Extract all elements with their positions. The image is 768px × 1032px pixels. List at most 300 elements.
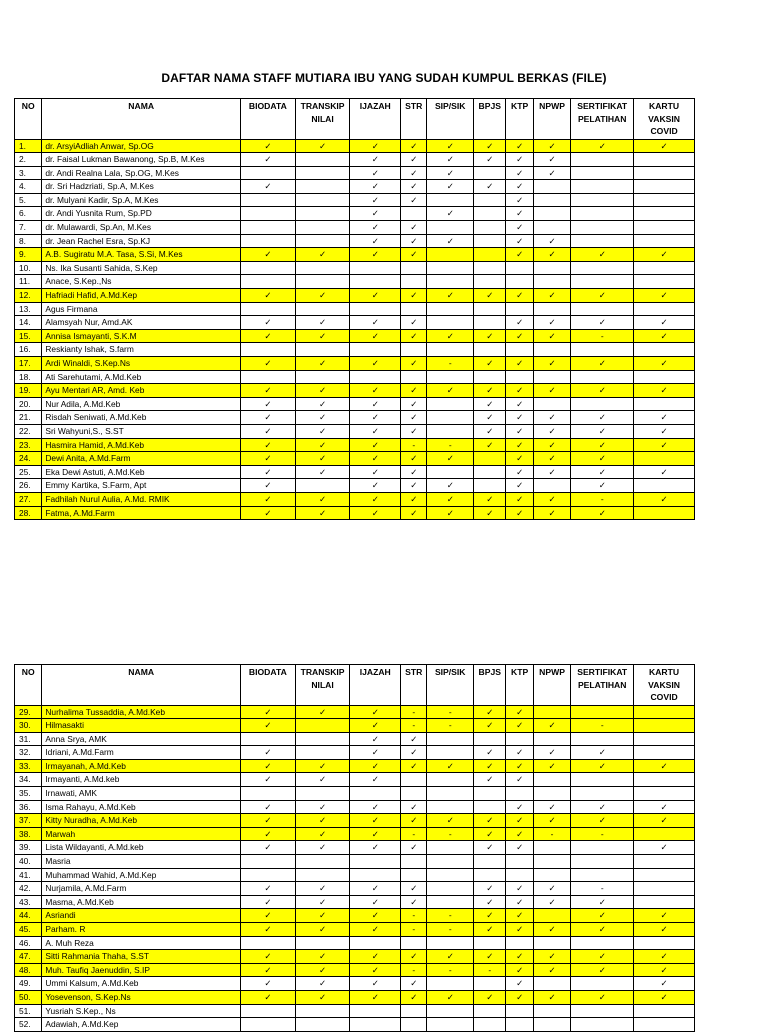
cell-biodata: ✓ — [240, 773, 295, 787]
cell-bpjs — [474, 316, 506, 330]
cell-kartu-vaksin-covid — [634, 705, 695, 719]
cell-sip-sik — [427, 855, 474, 869]
cell-sertifikat-pelatihan — [571, 221, 634, 235]
cell-bpjs — [474, 275, 506, 289]
cell-bpjs: ✓ — [474, 827, 506, 841]
cell-ktp: ✓ — [506, 827, 533, 841]
table-row — [15, 452, 695, 466]
table-row — [15, 139, 695, 153]
cell-sertifikat-pelatihan: ✓ — [571, 506, 634, 520]
cell-kartu-vaksin-covid — [634, 397, 695, 411]
cell-str — [401, 370, 427, 384]
cell-str: - — [401, 438, 427, 452]
cell-npwp: ✓ — [533, 465, 570, 479]
table-row — [15, 759, 695, 773]
table-row — [15, 746, 695, 760]
cell-ktp: ✓ — [506, 384, 533, 398]
cell-kartu-vaksin-covid — [634, 153, 695, 167]
column-header-sip-sik: SIP/SIK — [427, 665, 474, 706]
cell-nama: Asriandi — [42, 909, 241, 923]
cell-bpjs — [474, 855, 506, 869]
cell-kartu-vaksin-covid — [634, 746, 695, 760]
cell-ktp — [506, 787, 533, 801]
cell-biodata: ✓ — [240, 950, 295, 964]
cell-transkip-nilai — [295, 746, 350, 760]
cell-no: 45. — [15, 923, 42, 937]
table-row — [15, 977, 695, 991]
cell-bpjs: ✓ — [474, 773, 506, 787]
cell-npwp — [533, 479, 570, 493]
cell-transkip-nilai: ✓ — [295, 923, 350, 937]
cell-sip-sik — [427, 882, 474, 896]
cell-kartu-vaksin-covid: ✓ — [634, 424, 695, 438]
cell-transkip-nilai: ✓ — [295, 465, 350, 479]
column-header-npwp: NPWP — [533, 99, 570, 140]
cell-sertifikat-pelatihan — [571, 261, 634, 275]
cell-ktp: ✓ — [506, 990, 533, 1004]
cell-sertifikat-pelatihan: ✓ — [571, 289, 634, 303]
cell-sip-sik: - — [427, 827, 474, 841]
cell-str: - — [401, 923, 427, 937]
cell-no: 43. — [15, 895, 42, 909]
cell-str: ✓ — [401, 746, 427, 760]
cell-sip-sik: ✓ — [427, 207, 474, 221]
cell-no: 29. — [15, 705, 42, 719]
cell-sip-sik — [427, 868, 474, 882]
cell-str: ✓ — [401, 759, 427, 773]
cell-transkip-nilai — [295, 153, 350, 167]
cell-ktp: ✓ — [506, 923, 533, 937]
cell-str: ✓ — [401, 841, 427, 855]
cell-sertifikat-pelatihan: ✓ — [571, 963, 634, 977]
cell-bpjs — [474, 302, 506, 316]
cell-ijazah — [350, 343, 401, 357]
cell-nama: Ayu Mentari AR, Amd. Keb — [42, 384, 241, 398]
cell-npwp — [533, 370, 570, 384]
cell-sertifikat-pelatihan — [571, 936, 634, 950]
cell-bpjs — [474, 248, 506, 262]
cell-kartu-vaksin-covid — [634, 302, 695, 316]
cell-ktp: ✓ — [506, 746, 533, 760]
cell-ktp: ✓ — [506, 357, 533, 371]
cell-sertifikat-pelatihan: ✓ — [571, 316, 634, 330]
column-header-ktp: KTP — [506, 99, 533, 140]
table-row — [15, 950, 695, 964]
cell-nama: Anna Srya, AMK — [42, 732, 241, 746]
cell-ktp: ✓ — [506, 207, 533, 221]
cell-kartu-vaksin-covid — [634, 452, 695, 466]
cell-kartu-vaksin-covid — [634, 882, 695, 896]
cell-str: ✓ — [401, 357, 427, 371]
cell-bpjs — [474, 234, 506, 248]
cell-str: - — [401, 719, 427, 733]
cell-ijazah: ✓ — [350, 895, 401, 909]
cell-sip-sik — [427, 841, 474, 855]
cell-str: ✓ — [401, 384, 427, 398]
cell-sip-sik — [427, 1018, 474, 1032]
table-header — [15, 99, 695, 140]
cell-sertifikat-pelatihan — [571, 773, 634, 787]
staff-table-2 — [14, 664, 695, 1032]
cell-transkip-nilai — [295, 180, 350, 194]
cell-sip-sik — [427, 773, 474, 787]
column-header-sertifikat-pelatihan: SERTIFIKAT PELATIHAN — [571, 665, 634, 706]
cell-ktp: ✓ — [506, 909, 533, 923]
cell-nama: Kitty Nuradha, A.Md.Keb — [42, 814, 241, 828]
cell-nama: Masria — [42, 855, 241, 869]
cell-sertifikat-pelatihan: ✓ — [571, 990, 634, 1004]
cell-kartu-vaksin-covid — [634, 370, 695, 384]
cell-transkip-nilai: ✓ — [295, 814, 350, 828]
cell-bpjs: ✓ — [474, 719, 506, 733]
table-row — [15, 1018, 695, 1032]
column-header-kartu-vaksin-covid: KARTU VAKSIN COVID — [634, 99, 695, 140]
cell-kartu-vaksin-covid: ✓ — [634, 289, 695, 303]
cell-biodata: ✓ — [240, 465, 295, 479]
cell-sertifikat-pelatihan — [571, 397, 634, 411]
column-header-sertifikat-pelatihan: SERTIFIKAT PELATIHAN — [571, 99, 634, 140]
cell-str — [401, 868, 427, 882]
cell-bpjs: ✓ — [474, 506, 506, 520]
cell-ktp — [506, 868, 533, 882]
cell-sertifikat-pelatihan — [571, 166, 634, 180]
cell-ktp: ✓ — [506, 289, 533, 303]
cell-biodata: ✓ — [240, 479, 295, 493]
column-header-transkip-nilai: TRANSKIP NILAI — [295, 99, 350, 140]
cell-ijazah: ✓ — [350, 411, 401, 425]
cell-str: ✓ — [401, 139, 427, 153]
cell-kartu-vaksin-covid — [634, 719, 695, 733]
cell-transkip-nilai: ✓ — [295, 705, 350, 719]
cell-transkip-nilai — [295, 261, 350, 275]
cell-no: 11. — [15, 275, 42, 289]
cell-no: 22. — [15, 424, 42, 438]
cell-sertifikat-pelatihan: - — [571, 882, 634, 896]
cell-biodata — [240, 343, 295, 357]
cell-no: 16. — [15, 343, 42, 357]
cell-sip-sik: ✓ — [427, 153, 474, 167]
cell-kartu-vaksin-covid — [634, 343, 695, 357]
cell-biodata: ✓ — [240, 180, 295, 194]
cell-npwp: ✓ — [533, 990, 570, 1004]
cell-str — [401, 207, 427, 221]
cell-kartu-vaksin-covid — [634, 936, 695, 950]
cell-str: ✓ — [401, 492, 427, 506]
cell-kartu-vaksin-covid: ✓ — [634, 923, 695, 937]
cell-sip-sik — [427, 248, 474, 262]
cell-sip-sik — [427, 343, 474, 357]
cell-biodata — [240, 855, 295, 869]
cell-no: 12. — [15, 289, 42, 303]
table-row — [15, 329, 695, 343]
cell-transkip-nilai: ✓ — [295, 411, 350, 425]
cell-sip-sik — [427, 261, 474, 275]
cell-biodata: ✓ — [240, 329, 295, 343]
cell-sertifikat-pelatihan — [571, 153, 634, 167]
cell-nama: Ns. Ika Susanti Sahida, S.Kep — [42, 261, 241, 275]
cell-no: 34. — [15, 773, 42, 787]
cell-kartu-vaksin-covid — [634, 1004, 695, 1018]
column-header-no: NO — [15, 665, 42, 706]
cell-ktp: ✓ — [506, 950, 533, 964]
cell-bpjs: ✓ — [474, 882, 506, 896]
column-header-ijazah: IJAZAH — [350, 665, 401, 706]
cell-no: 38. — [15, 827, 42, 841]
cell-biodata: ✓ — [240, 841, 295, 855]
cell-sip-sik: ✓ — [427, 329, 474, 343]
cell-transkip-nilai: ✓ — [295, 289, 350, 303]
cell-transkip-nilai — [295, 732, 350, 746]
cell-ktp: ✓ — [506, 438, 533, 452]
cell-npwp — [533, 909, 570, 923]
cell-kartu-vaksin-covid: ✓ — [634, 357, 695, 371]
cell-ijazah: ✓ — [350, 166, 401, 180]
cell-biodata: ✓ — [240, 506, 295, 520]
cell-transkip-nilai — [295, 275, 350, 289]
cell-str: ✓ — [401, 411, 427, 425]
cell-no: 25. — [15, 465, 42, 479]
cell-ijazah: ✓ — [350, 397, 401, 411]
cell-str: ✓ — [401, 397, 427, 411]
cell-sip-sik: ✓ — [427, 506, 474, 520]
cell-biodata: ✓ — [240, 923, 295, 937]
cell-sertifikat-pelatihan — [571, 841, 634, 855]
cell-sertifikat-pelatihan: ✓ — [571, 248, 634, 262]
cell-ijazah — [350, 370, 401, 384]
table-row — [15, 424, 695, 438]
cell-nama: Parham. R — [42, 923, 241, 937]
cell-bpjs: ✓ — [474, 424, 506, 438]
table-row — [15, 289, 695, 303]
cell-ijazah: ✓ — [350, 841, 401, 855]
cell-ijazah: ✓ — [350, 424, 401, 438]
cell-transkip-nilai — [295, 343, 350, 357]
column-header-str: STR — [401, 665, 427, 706]
cell-no: 20. — [15, 397, 42, 411]
cell-sertifikat-pelatihan — [571, 275, 634, 289]
cell-transkip-nilai: ✓ — [295, 248, 350, 262]
cell-kartu-vaksin-covid: ✓ — [634, 814, 695, 828]
cell-kartu-vaksin-covid: ✓ — [634, 977, 695, 991]
cell-npwp: ✓ — [533, 492, 570, 506]
cell-bpjs — [474, 452, 506, 466]
cell-sertifikat-pelatihan: ✓ — [571, 479, 634, 493]
cell-bpjs: ✓ — [474, 289, 506, 303]
cell-biodata: ✓ — [240, 909, 295, 923]
cell-transkip-nilai: ✓ — [295, 990, 350, 1004]
cell-npwp — [533, 1004, 570, 1018]
cell-no: 41. — [15, 868, 42, 882]
cell-kartu-vaksin-covid — [634, 261, 695, 275]
table-row — [15, 936, 695, 950]
cell-transkip-nilai: ✓ — [295, 397, 350, 411]
cell-biodata — [240, 370, 295, 384]
cell-biodata: ✓ — [240, 759, 295, 773]
cell-sip-sik: ✓ — [427, 990, 474, 1004]
cell-sip-sik — [427, 465, 474, 479]
cell-ktp — [506, 855, 533, 869]
cell-str: ✓ — [401, 180, 427, 194]
cell-sertifikat-pelatihan: ✓ — [571, 384, 634, 398]
cell-no: 10. — [15, 261, 42, 275]
cell-npwp: ✓ — [533, 882, 570, 896]
cell-transkip-nilai: ✓ — [295, 963, 350, 977]
cell-transkip-nilai: ✓ — [295, 827, 350, 841]
cell-transkip-nilai: ✓ — [295, 882, 350, 896]
cell-nama: Nur Adila, A.Md.Keb — [42, 397, 241, 411]
table-row — [15, 990, 695, 1004]
cell-nama: Hilmasakti — [42, 719, 241, 733]
cell-biodata — [240, 275, 295, 289]
cell-npwp: ✓ — [533, 452, 570, 466]
cell-ktp: ✓ — [506, 397, 533, 411]
cell-sertifikat-pelatihan: ✓ — [571, 950, 634, 964]
cell-no: 21. — [15, 411, 42, 425]
cell-ijazah: ✓ — [350, 316, 401, 330]
table-row — [15, 841, 695, 855]
cell-kartu-vaksin-covid: ✓ — [634, 248, 695, 262]
cell-npwp — [533, 773, 570, 787]
column-header-str: STR — [401, 99, 427, 140]
cell-no: 42. — [15, 882, 42, 896]
cell-transkip-nilai — [295, 1018, 350, 1032]
cell-str: ✓ — [401, 193, 427, 207]
cell-no: 36. — [15, 800, 42, 814]
cell-ktp: ✓ — [506, 316, 533, 330]
table-row — [15, 814, 695, 828]
cell-sip-sik: ✓ — [427, 180, 474, 194]
cell-sip-sik: ✓ — [427, 492, 474, 506]
cell-ijazah: ✓ — [350, 180, 401, 194]
cell-nama: dr. Jean Rachel Esra, Sp.KJ — [42, 234, 241, 248]
cell-biodata: ✓ — [240, 248, 295, 262]
cell-nama: Nurhalima Tussaddia, A.Md.Keb — [42, 705, 241, 719]
cell-transkip-nilai — [295, 1004, 350, 1018]
cell-sertifikat-pelatihan — [571, 787, 634, 801]
cell-no: 48. — [15, 963, 42, 977]
cell-str: ✓ — [401, 465, 427, 479]
cell-nama: Hafriadi Hafid, A.Md.Kep — [42, 289, 241, 303]
cell-nama: Lista Wildayanti, A.Md.keb — [42, 841, 241, 855]
cell-bpjs — [474, 936, 506, 950]
cell-no: 30. — [15, 719, 42, 733]
cell-bpjs — [474, 479, 506, 493]
cell-ijazah: ✓ — [350, 289, 401, 303]
table-row — [15, 411, 695, 425]
cell-transkip-nilai: ✓ — [295, 895, 350, 909]
cell-npwp: ✓ — [533, 746, 570, 760]
cell-bpjs: ✓ — [474, 384, 506, 398]
table-row — [15, 343, 695, 357]
table-row — [15, 895, 695, 909]
cell-npwp — [533, 193, 570, 207]
cell-transkip-nilai — [295, 936, 350, 950]
cell-sip-sik — [427, 936, 474, 950]
cell-transkip-nilai: ✓ — [295, 424, 350, 438]
column-header-ijazah: IJAZAH — [350, 99, 401, 140]
cell-kartu-vaksin-covid — [634, 193, 695, 207]
cell-sertifikat-pelatihan — [571, 1018, 634, 1032]
cell-ktp: ✓ — [506, 773, 533, 787]
cell-ijazah: ✓ — [350, 963, 401, 977]
cell-sip-sik: ✓ — [427, 814, 474, 828]
cell-sertifikat-pelatihan — [571, 1004, 634, 1018]
table-row — [15, 506, 695, 520]
cell-ktp — [506, 275, 533, 289]
cell-ijazah — [350, 855, 401, 869]
cell-sertifikat-pelatihan — [571, 868, 634, 882]
cell-str: - — [401, 909, 427, 923]
cell-no: 7. — [15, 221, 42, 235]
cell-npwp: ✓ — [533, 357, 570, 371]
cell-sip-sik: ✓ — [427, 452, 474, 466]
cell-bpjs: ✓ — [474, 909, 506, 923]
cell-nama: Masma, A.Md.Keb — [42, 895, 241, 909]
column-header-npwp: NPWP — [533, 665, 570, 706]
cell-transkip-nilai: ✓ — [295, 759, 350, 773]
cell-npwp — [533, 207, 570, 221]
cell-nama: Marwah — [42, 827, 241, 841]
column-header-biodata: BIODATA — [240, 665, 295, 706]
cell-nama: dr. Sri Hadzriati, Sp.A, M.Kes — [42, 180, 241, 194]
cell-ktp: ✓ — [506, 139, 533, 153]
cell-ktp: ✓ — [506, 424, 533, 438]
cell-ktp — [506, 1018, 533, 1032]
cell-biodata: ✓ — [240, 153, 295, 167]
cell-ktp: ✓ — [506, 452, 533, 466]
cell-biodata: ✓ — [240, 492, 295, 506]
cell-kartu-vaksin-covid: ✓ — [634, 759, 695, 773]
cell-no: 8. — [15, 234, 42, 248]
cell-kartu-vaksin-covid — [634, 732, 695, 746]
cell-ktp: ✓ — [506, 800, 533, 814]
cell-ijazah: ✓ — [350, 923, 401, 937]
cell-bpjs: ✓ — [474, 492, 506, 506]
cell-bpjs — [474, 261, 506, 275]
cell-ktp: ✓ — [506, 841, 533, 855]
cell-transkip-nilai — [295, 479, 350, 493]
cell-sip-sik — [427, 316, 474, 330]
cell-nama: Fatma, A.Md.Farm — [42, 506, 241, 520]
cell-no: 4. — [15, 180, 42, 194]
cell-ijazah: ✓ — [350, 384, 401, 398]
table-row — [15, 465, 695, 479]
cell-transkip-nilai: ✓ — [295, 841, 350, 855]
cell-ijazah — [350, 787, 401, 801]
cell-kartu-vaksin-covid: ✓ — [634, 465, 695, 479]
cell-biodata: ✓ — [240, 814, 295, 828]
cell-transkip-nilai — [295, 166, 350, 180]
cell-sertifikat-pelatihan: ✓ — [571, 746, 634, 760]
cell-sertifikat-pelatihan: ✓ — [571, 923, 634, 937]
cell-nama: Muhammad Wahid, A.Md.Kep — [42, 868, 241, 882]
cell-transkip-nilai: ✓ — [295, 977, 350, 991]
cell-ktp: ✓ — [506, 166, 533, 180]
cell-ktp: ✓ — [506, 963, 533, 977]
cell-npwp — [533, 855, 570, 869]
cell-str: - — [401, 963, 427, 977]
cell-no: 52. — [15, 1018, 42, 1032]
cell-kartu-vaksin-covid: ✓ — [634, 963, 695, 977]
cell-nama: Ummi Kalsum, A.Md.Keb — [42, 977, 241, 991]
cell-sip-sik: ✓ — [427, 950, 474, 964]
cell-str: ✓ — [401, 424, 427, 438]
cell-npwp — [533, 1018, 570, 1032]
cell-bpjs — [474, 166, 506, 180]
cell-no: 17. — [15, 357, 42, 371]
cell-kartu-vaksin-covid: ✓ — [634, 329, 695, 343]
cell-ijazah: ✓ — [350, 329, 401, 343]
